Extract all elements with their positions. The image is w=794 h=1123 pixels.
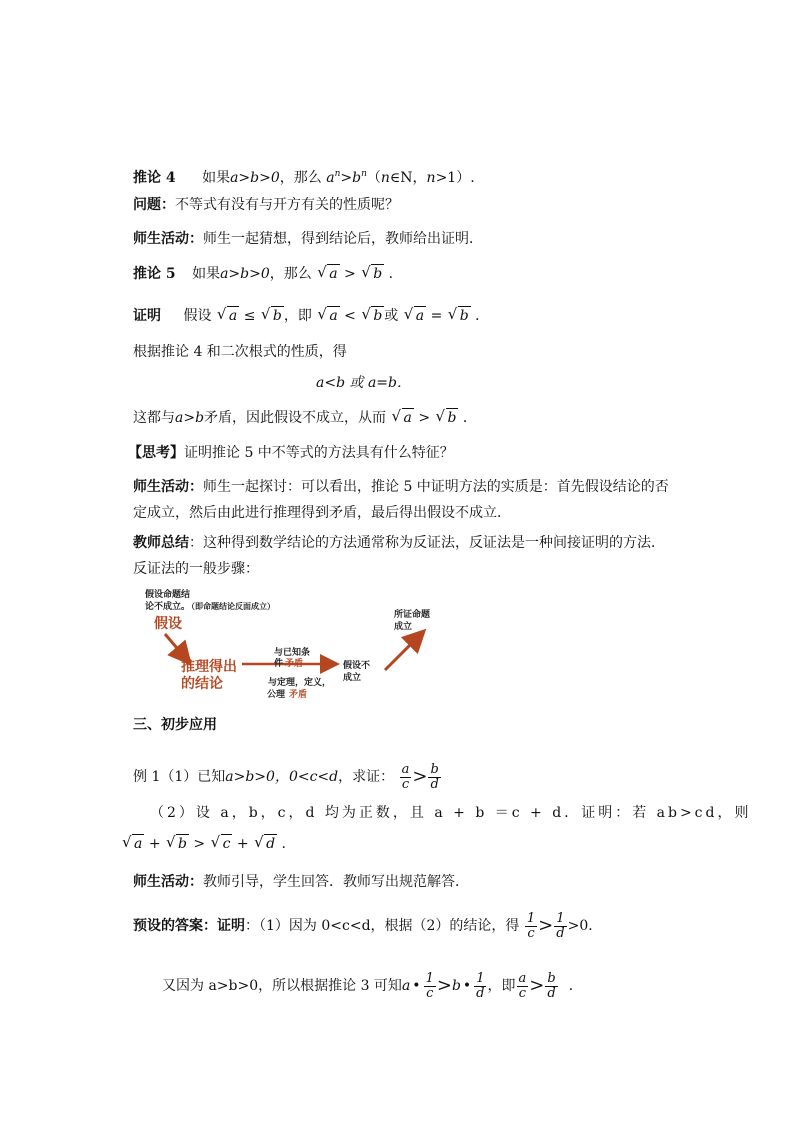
sqrt-a: √ a [318, 264, 339, 284]
false-1: 假设不 [343, 661, 371, 671]
c4-n2: n [426, 170, 436, 186]
teacher-summary [133, 530, 673, 582]
think-line [128, 443, 454, 463]
example-1-part-2-formula [121, 834, 286, 854]
frac-a-c: $\frac{a}{c}$ [401, 761, 410, 792]
c4-paren: （ [366, 170, 381, 186]
theorem-2b: 矛盾 [289, 690, 308, 700]
think-label: 【思考】 [128, 445, 184, 461]
theorem-1: 与定理，定义， [268, 678, 332, 688]
frac-1-c: $\frac{1}{c}$ [526, 910, 536, 941]
ans2-mid: ，即 [487, 978, 516, 994]
contra-end: ． [462, 410, 477, 426]
activity-1-text: 师生一起猜想，得到结论后，教师给出证明． [203, 231, 483, 247]
ans2-pre: 又因为 a>b>0，所以根据推论 3 可知 [162, 978, 402, 994]
proved-2: 成立 [394, 622, 413, 632]
sqrt-b-5: √ b [167, 834, 189, 854]
proof-lt: < [344, 308, 356, 324]
sqrt-a-3: √ a [405, 306, 426, 326]
section-heading: 三、初步应用 [133, 717, 217, 733]
note-1c: （即命题结论反面成立） [187, 602, 275, 611]
corollary-4-label: 推论 4 [133, 170, 176, 186]
infer-line-1: 推理得出 [181, 659, 237, 675]
sqrt-b-1: √ b [262, 306, 284, 326]
answer-continuation: 又因为 a>b>0，所以根据推论 3 可知a • $\frac{1}{c}$ >b • $\frac{1}{d}$ ，即 $\frac{a}{c}$ > $\frac{b}{d}$ ． [162, 970, 583, 1001]
false-2: 成立 [343, 673, 362, 683]
activity-2-label: 师生活动： [133, 479, 203, 495]
infer-line-2: 的结论 [181, 676, 223, 692]
sqrt-b: √ b [362, 264, 384, 284]
c5-gt: > [344, 266, 356, 282]
sqrt-b-3: √ b [449, 306, 471, 326]
c4-n: n [380, 170, 390, 186]
activity-2-text: 师生一起探讨：可以看出，推论 5 中证明方法的实质是：首先假设结论的否定成立，然后由此进行推理得到矛盾，最后得出假设不成立． [133, 479, 669, 521]
activity-3-label: 师生活动： [133, 874, 203, 890]
sqrt-a-2: √ a [318, 306, 339, 326]
basis-line: 根据推论 4 和二次根式的性质，得 [133, 344, 347, 360]
c4-exp2: n [361, 169, 367, 179]
c4-cond: a>b>0 [230, 170, 280, 186]
proof-end: ． [475, 308, 490, 324]
c4-exp1: n [334, 169, 341, 179]
ans2-a: a [401, 978, 411, 994]
answer-label: 预设的答案：证明 [133, 918, 245, 934]
contra-ab: a>b [175, 410, 205, 426]
known-1: 与已知条 [274, 648, 311, 658]
activity-1 [133, 229, 483, 249]
activity-3-text: 教师引导，学生回答．教师写出规范解答． [203, 874, 469, 890]
arrow-assume-to-infer [165, 634, 188, 661]
ex1-ask: ，求证： [338, 769, 395, 785]
ex2-plus2: + [236, 836, 249, 852]
c5-if: 如果 [192, 266, 221, 282]
theorem-2a: 公理 [267, 690, 286, 700]
c5-cond: a>b>0 [220, 266, 270, 282]
question [133, 195, 399, 215]
corollary-5-label: 推论 5 [133, 266, 176, 282]
proof-comma: ，即 [283, 308, 312, 324]
activity-2 [133, 474, 673, 526]
sqrt-a-4: √ a [393, 408, 414, 428]
answer-text: ：（1）因为 0<c<d，根据（2）的结论，得 [245, 918, 520, 934]
frac-a-c-2: $\frac{a}{c}$ [518, 970, 527, 1001]
answer-end: >0． [567, 918, 603, 934]
ex2-end: . [281, 836, 286, 852]
corollary-4 [133, 164, 475, 188]
ans2-b: b [451, 978, 461, 994]
proof-eq: = [430, 308, 443, 324]
arrow-false-to-proved [385, 633, 422, 670]
c4-if: 如果 [202, 170, 231, 186]
sqrt-d: √ d [255, 834, 277, 854]
proof-by-contradiction-diagram [140, 585, 470, 705]
known-2a: 件 [274, 659, 284, 669]
sqrt-a-5: √ a [123, 834, 144, 854]
frac-1-d: $\frac{1}{d}$ [556, 910, 565, 941]
sqrt-b-2: √ b [362, 306, 384, 326]
frac-b-d-2: $\frac{b}{d}$ [547, 970, 556, 1001]
proof-or: 或 [384, 308, 399, 324]
contra-mid: 矛盾，因此假设不成立，从而 [204, 410, 387, 426]
example-1: 例 1（1）已知a>b>0，0<c<d，求证： $\frac{a}{c}$ > $\frac{b}{d}$ [133, 761, 439, 792]
frac-1-d-2: $\frac{1}{d}$ [476, 970, 485, 1001]
sqrt-b-4: √ b [437, 408, 459, 428]
activity-3 [133, 872, 469, 892]
ans2-end: ． [568, 978, 583, 994]
ex1-label: 例 1（1）已知 [133, 769, 226, 785]
summary-label: 教师总结 [133, 535, 189, 551]
corollary-5 [133, 264, 403, 284]
proof-label: 证明 [133, 308, 161, 324]
frac-b-d: $\frac{b}{d}$ [430, 761, 439, 792]
c4-then: ，那么 [279, 170, 322, 186]
proved-1: 所证命题 [394, 610, 431, 620]
ex2-gt: > [193, 836, 206, 852]
contradiction-line [133, 408, 477, 428]
contra-pre: 这都与 [133, 410, 175, 426]
known-2b: 矛盾 [285, 659, 304, 669]
note-1a: 假设命题结 [145, 590, 191, 600]
contra-gt: > [418, 410, 431, 426]
assume-label: 假设 [154, 616, 182, 632]
note-1b: 论不成立。 [145, 602, 191, 612]
ex2-plus1: + [148, 836, 161, 852]
c4-an: a [326, 170, 335, 186]
c4-gt: >b [340, 170, 362, 186]
question-label: 问题： [133, 197, 175, 213]
think-text: 证明推论 5 中不等式的方法具有什么特征？ [184, 445, 454, 461]
c5-end: ． [388, 266, 403, 282]
proof-assume: 假设 [183, 308, 212, 324]
proof [133, 306, 489, 326]
proof-le: ≤ [243, 308, 256, 324]
c5-then: ，那么 [269, 266, 312, 282]
sqrt-c: √ c [212, 834, 233, 854]
question-text: 不等式有没有与开方有关的性质呢？ [175, 197, 399, 213]
frac-1-c-2: $\frac{1}{c}$ [425, 970, 434, 1001]
c4-close: >1）. [435, 170, 475, 186]
activity-1-label: 师生活动： [133, 231, 203, 247]
example-1-part-2: （2）设 a，b，c，d 均为正数，且 a + b ＝c + d．证明：若 ab>cd，则 [150, 805, 752, 821]
preset-answer: 预设的答案：证明：（1）因为 0<c<d，根据（2）的结论，得 $\frac{1}{c}$ > $\frac{1}{d}$ >0． [133, 910, 603, 941]
ex1-cond: a>b>0，0<c<d [225, 769, 339, 785]
summary-text: ：这种得到数学结论的方法通常称为反证法，反证法是一种间接证明的方法．反证法的一般步骤： [133, 535, 665, 577]
result-line: a<b 或 a=b． [316, 375, 411, 391]
sqrt-a-1: √ a [218, 306, 239, 326]
c4-in: ∈N， [389, 170, 427, 186]
